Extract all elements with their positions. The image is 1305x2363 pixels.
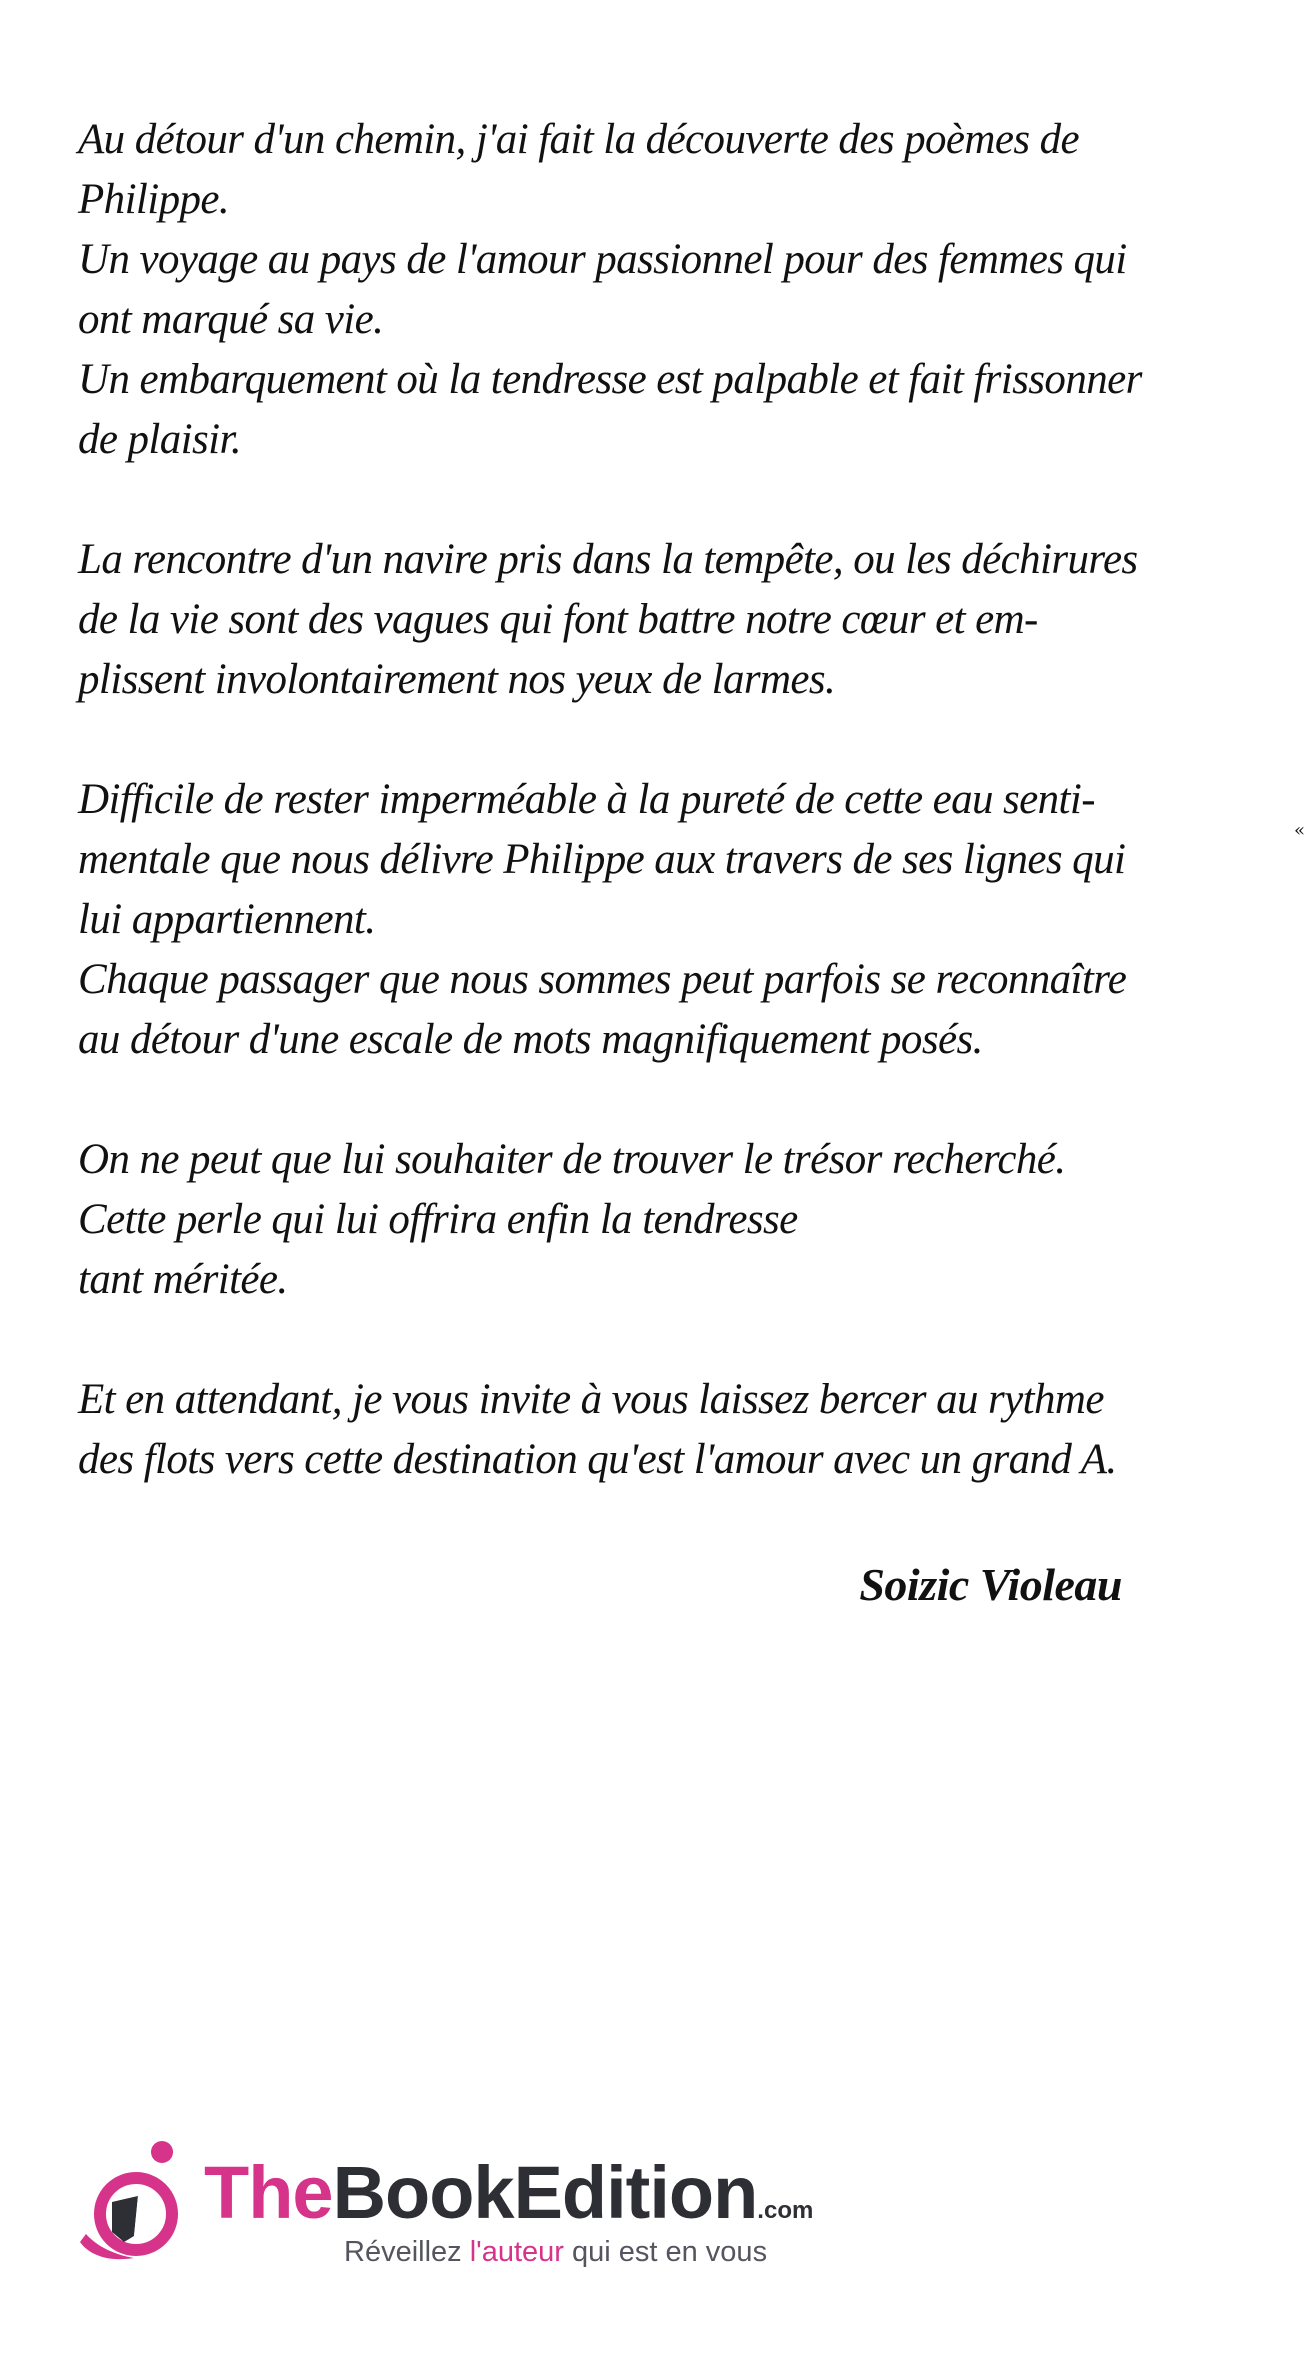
text-line: de la vie sont des vagues qui font battre notre cœur et em- — [78, 596, 1038, 643]
publisher-logo[interactable] — [76, 2132, 876, 2282]
reader-figure-icon — [76, 2138, 196, 2268]
paragraph — [78, 1130, 1158, 1310]
text-line: de plaisir. — [78, 416, 242, 463]
tagline-start: Réveillez — [344, 2236, 470, 2268]
paragraph — [78, 530, 1158, 710]
brand-tagline — [344, 2236, 767, 2269]
text-line: On ne peut que lui souhaiter de trouver le trésor recherché. — [78, 1136, 1066, 1183]
tagline-end: qui est en vous — [563, 2236, 768, 2268]
text-line: Et en attendant, je vous invite à vous laissez bercer au rythme — [78, 1376, 1104, 1423]
text-line: au détour d'une escale de mots magnifiquement posés. — [78, 1016, 983, 1063]
tagline-accent: l'auteur — [469, 2236, 564, 2268]
text-line: Un embarquement où la tendresse est palpable et fait frissonner — [78, 356, 1142, 403]
brand-suffix: .com — [757, 2197, 814, 2224]
text-line: Philippe. — [78, 176, 230, 223]
author-signature: Soizic Violeau — [859, 1559, 1122, 1610]
brand-the: The — [204, 2151, 333, 2234]
brand-name: BookEdition — [332, 2151, 758, 2234]
edge-mark: « — [1294, 820, 1305, 841]
text-line: Cette perle qui lui offrira enfin la tendresse — [78, 1196, 798, 1243]
text-line: Difficile de rester imperméable à la pureté de cette eau senti- — [78, 776, 1095, 823]
text-line: des flots vers cette destination qu'est l'amour avec un grand A. — [78, 1436, 1117, 1483]
text-line: mentale que nous délivre Philippe aux travers de ses lignes qui — [78, 836, 1126, 883]
text-line: Au détour d'un chemin, j'ai fait la découverte des poèmes de — [78, 116, 1079, 163]
text-line: La rencontre d'un navire pris dans la tempête, ou les déchirures — [78, 536, 1138, 583]
text-line: lui appartiennent. — [78, 896, 376, 943]
preface-text — [78, 110, 1158, 1550]
text-line: Chaque passager que nous sommes peut parfois se reconnaître — [78, 956, 1127, 1003]
text-line: tant méritée. — [78, 1256, 288, 1303]
paragraph — [78, 1370, 1158, 1490]
brand-wordmark — [204, 2151, 814, 2248]
text-line: plissent involontairement nos yeux de larmes. — [78, 656, 836, 703]
paragraph — [78, 110, 1158, 470]
paragraph — [78, 770, 1158, 1070]
text-line: Un voyage au pays de l'amour passionnel pour des femmes qui — [78, 236, 1127, 283]
text-line: ont marqué sa vie. — [78, 296, 384, 343]
